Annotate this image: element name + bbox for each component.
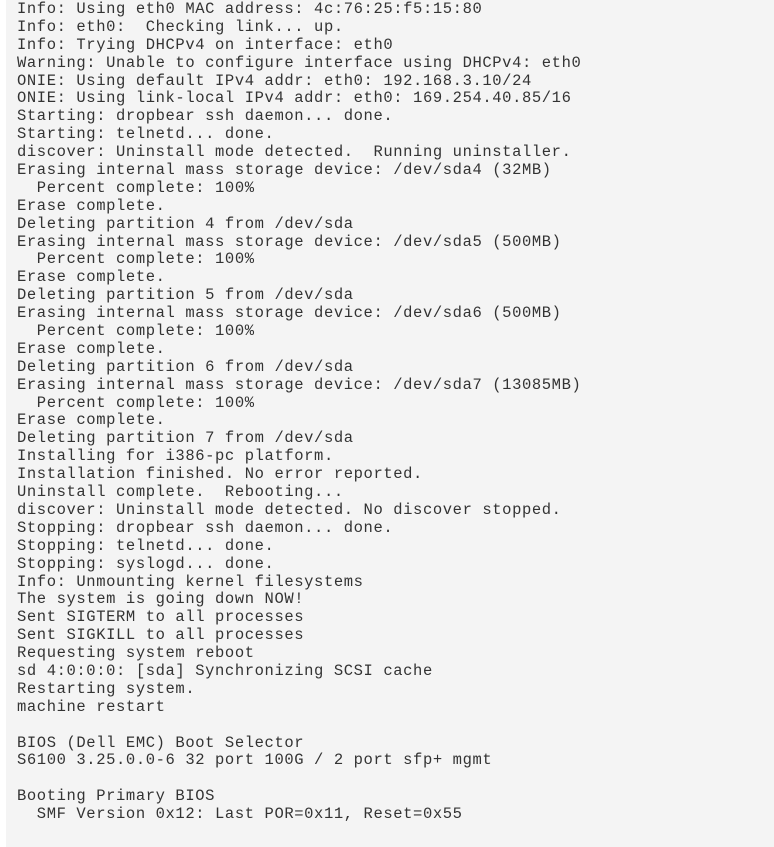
console-line: Percent complete: 100% bbox=[17, 178, 255, 197]
console-line: ONIE: Using default IPv4 addr: eth0: 192.168.3.10/24 bbox=[17, 71, 532, 90]
console-line: Sent SIGTERM to all processes bbox=[17, 608, 305, 627]
console-line: Deleting partition 5 from /dev/sda bbox=[17, 286, 354, 305]
console-line: The system is going down NOW! bbox=[17, 590, 305, 609]
console-line: sd 4:0:0:0: [sda] Synchronizing SCSI cache bbox=[17, 661, 433, 680]
console-line: SMF Version 0x12: Last POR=0x11, Reset=0x55 bbox=[17, 805, 463, 824]
console-line: machine restart bbox=[17, 697, 166, 716]
console-line: ONIE: Using link-local IPv4 addr: eth0: 169.254.40.85/16 bbox=[17, 89, 572, 108]
console-line: Stopping: telnetd... done. bbox=[17, 536, 275, 555]
console-line: Deleting partition 6 from /dev/sda bbox=[17, 357, 354, 376]
console-line: S6100 3.25.0.0-6 32 port 100G / 2 port sfp+ mgmt bbox=[17, 751, 493, 770]
console-line: Booting Primary BIOS bbox=[17, 787, 216, 806]
console-line: Starting: dropbear ssh daemon... done. bbox=[17, 107, 394, 126]
console-line: Restarting system. bbox=[17, 679, 196, 698]
console-line: Warning: Unable to configure interface using DHCPv4: eth0 bbox=[17, 53, 582, 72]
console-line: Stopping: syslogd... done. bbox=[17, 554, 275, 573]
console-line: Erasing internal mass storage device: /dev/sda7 (13085MB) bbox=[17, 375, 582, 394]
console-line: Percent complete: 100% bbox=[17, 322, 255, 341]
console-line-blank bbox=[17, 717, 774, 735]
console-line: Erase complete. bbox=[17, 339, 166, 358]
console-line: Stopping: dropbear ssh daemon... done. bbox=[17, 518, 394, 537]
console-line: Installing for i386-pc platform. bbox=[17, 447, 334, 466]
console-line: Deleting partition 7 from /dev/sda bbox=[17, 429, 354, 448]
console-line: Erasing internal mass storage device: /dev/sda6 (500MB) bbox=[17, 304, 562, 323]
console-line: Info: Trying DHCPv4 on interface: eth0 bbox=[17, 35, 394, 54]
console-line: Erase complete. bbox=[17, 411, 166, 430]
console-line: Requesting system reboot bbox=[17, 644, 255, 663]
console-line: Percent complete: 100% bbox=[17, 250, 255, 269]
console-output bbox=[6, 0, 774, 847]
console-line: Percent complete: 100% bbox=[17, 393, 255, 412]
console-line: Starting: telnetd... done. bbox=[17, 125, 275, 144]
console-line: Info: Using eth0 MAC address: 4c:76:25:f5:15:80 bbox=[17, 0, 483, 18]
console-line: Deleting partition 4 from /dev/sda bbox=[17, 214, 354, 233]
console-line: Info: eth0: Checking link... up. bbox=[17, 17, 344, 36]
console-line: discover: Uninstall mode detected. No discover stopped. bbox=[17, 500, 562, 519]
console-line: Uninstall complete. Rebooting... bbox=[17, 483, 344, 502]
console-line: discover: Uninstall mode detected. Running uninstaller. bbox=[17, 143, 572, 162]
console-line-blank bbox=[17, 770, 774, 788]
console-line: Erase complete. bbox=[17, 196, 166, 215]
console-line: Installation finished. No error reported. bbox=[17, 465, 423, 484]
console-line: Info: Unmounting kernel filesystems bbox=[17, 572, 364, 591]
console-line: Erasing internal mass storage device: /dev/sda5 (500MB) bbox=[17, 232, 562, 251]
console-line: Erase complete. bbox=[17, 268, 166, 287]
console-line: BIOS (Dell EMC) Boot Selector bbox=[17, 733, 305, 752]
console-line: Erasing internal mass storage device: /dev/sda4 (32MB) bbox=[17, 161, 552, 180]
console-line: Sent SIGKILL to all processes bbox=[17, 626, 305, 645]
